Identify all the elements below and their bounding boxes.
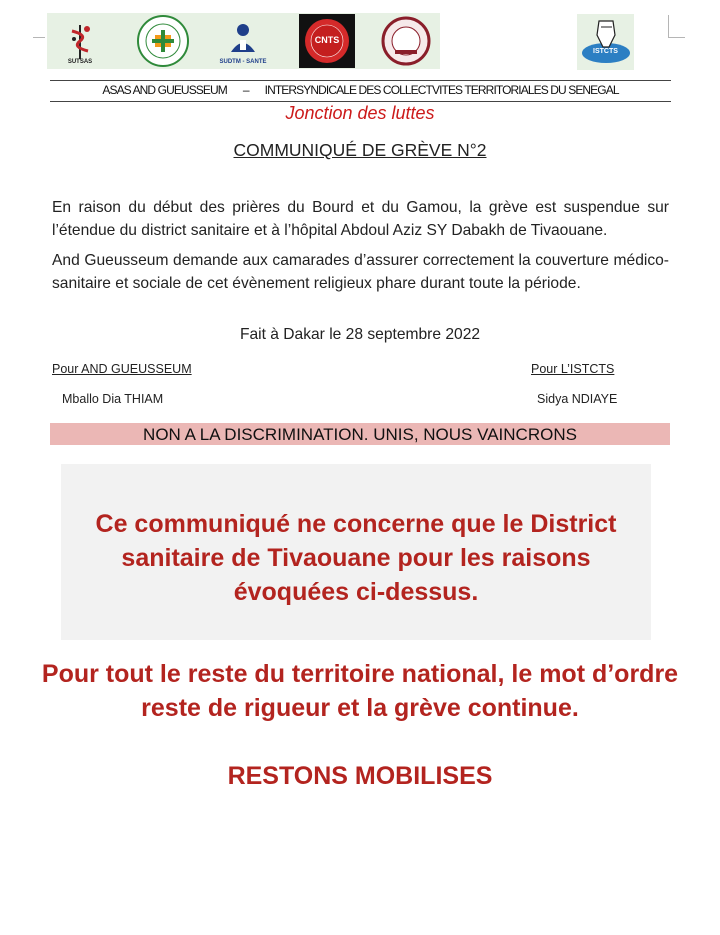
rally-slogan: RESTONS MOBILISES (227, 762, 493, 790)
crop-mark-left (33, 15, 45, 38)
and-gueusseum-emblem (136, 14, 190, 68)
signature-left-name: Mballo Dia THIAM (62, 392, 164, 406)
signature-right-org: Pour L’ISTCTS (531, 362, 615, 376)
union-red-emblem (381, 16, 431, 66)
doctor-figure-icon (223, 20, 263, 62)
union-red-logo (377, 13, 435, 69)
caduceus-icon (60, 21, 100, 61)
crop-mark-right (668, 15, 685, 38)
sutsas-caption: SUTSAS (67, 59, 93, 65)
istcts-logo (577, 14, 634, 70)
cnts-logo (298, 13, 356, 69)
istcts-caption: ISTCTS (593, 48, 618, 55)
header-rule-top (50, 80, 671, 81)
header-left: ASAS AND GUEUSSEUM (102, 83, 227, 97)
paragraph-2: And Gueusseum demande aux camarades d’assurer correctement la couverture médico-sanitaire et sociale de cet évènement religieux phare durant toute la période. (52, 252, 669, 292)
sudtm-caption: SUDTM - SANTE (219, 59, 267, 65)
note-box-text: Ce communiqué ne concerne que le District sanitaire de Tivaouane pour les raisons évoquées ci-dessus. (95, 510, 617, 606)
date-line: Fait à Dakar le 28 septembre 2022 (239, 326, 481, 343)
page-title: COMMUNIQUÉ DE GRÈVE N°2 (233, 140, 487, 160)
sutsas-logo (52, 13, 108, 69)
signature-left-org: Pour AND GUEUSSEUM (52, 362, 192, 376)
header-separator: – (242, 83, 249, 97)
header-rule-bottom (50, 101, 671, 102)
cnts-caption: CNTS (314, 35, 340, 45)
signature-right-name: Sidya NDIAYE (537, 392, 618, 406)
paragraph-1: En raison du début des prières du Bourd et du Gamou, la grève est suspendue sur l’étendue du district sanitaire et à l’hôpital Abdoul Aziz SY Dabakh de Tivaouane. (52, 199, 669, 239)
subtitle: Jonction des luttes (285, 103, 435, 123)
and-gueusseum-logo (133, 13, 193, 69)
continuation-notice: Pour tout le reste du territoire national, le mot d’ordre reste de rigueur et la grève continue. (41, 660, 679, 722)
header-line (50, 83, 671, 97)
sudtm-logo (219, 13, 267, 69)
slogan-banner: NON A LA DISCRIMINATION. UNIS, NOUS VAINCRONS (50, 423, 670, 445)
logos-strip (47, 13, 440, 69)
header-right: INTERSYNDICALE DES COLLECTVITES TERRITORIALES DU SENEGAL (264, 83, 619, 97)
raised-fist-icon (579, 17, 633, 67)
